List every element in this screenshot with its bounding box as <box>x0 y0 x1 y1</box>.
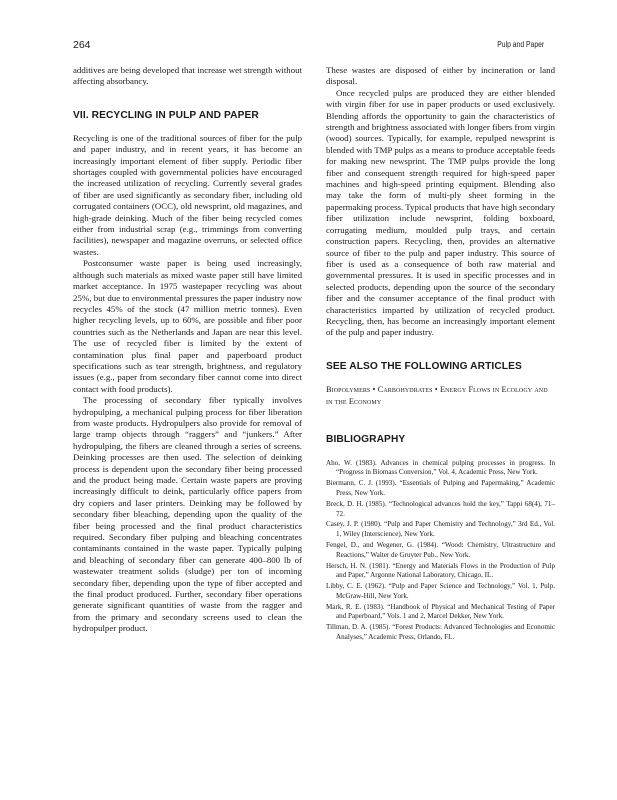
see-also-list <box>326 384 555 408</box>
separator: • <box>370 384 378 394</box>
bibliography-list <box>326 459 555 643</box>
page-number: 264 <box>73 39 91 51</box>
left-column <box>73 65 302 635</box>
see-also-link-energy-flows[interactable]: Energy Flows in Ecology and in the Economy <box>326 384 548 406</box>
bibliography-entry: Mark, R. E. (1983). “Handbook of Physical and Mechanical Testing of Paper and Paperboard,” Vols. 1 and 2, Marcel Dekker, New York. <box>326 602 555 621</box>
page-header <box>73 39 544 55</box>
see-also-link-biopolymers[interactable]: Biopolymers <box>326 384 371 394</box>
bibliography-entry: Biermann, C. J. (1993). “Essentials of Pulping and Papermaking,” Academic Press, New York. <box>326 479 555 497</box>
right-column <box>326 65 555 644</box>
body-paragraph: The processing of secondary fiber typically involves hydropulping, a mechanical pulping process for fiber liberation from waste products. Hydropulpers also provide for removal of large tramp objects through “raggers” and “junkers.” After hydropulping, the fibers are cleaned through a series of screens. Deinking processes are then used. The selection of deinking process is dependent upon the secondary fiber being processed and the product being made. Certain waste papers are proving increasingly difficult to deink, particularly office papers from dry copiers and laser printers. Deinking may be followed by secondary fiber bleaching, depending upon the quality of the fiber being processed and the final product characteristics required. Secondary fiber pulping and bleaching concentrates contaminants contained in the waste paper. Typically pulping and bleaching of secondary fiber can generate 400–800 lb of wastewater treatment solids (sludge) per ton of incoming secondary fiber, depending upon the type of fiber accepted and the final product produced. Further, secondary fiber operations generate significant quantities of waste from the ragger and from the primary and secondary screens used to clean the hydropulper product. <box>73 395 302 634</box>
bibliography-entry: Fengel, D., and Wegener, G. (1984). “Wood: Chemistry, Ultrastructure and Reactions,” Walter de Gruyter Pub., New York. <box>326 541 555 559</box>
intro-paragraph: additives are being developed that increase wet strength without affecting absorbancy. <box>73 65 302 87</box>
bibliography-entry: Aho, W. (1983). Advances in chemical pulping processes in progress. In “Progress in Biomass Conversion,” Vol. 4, Academic Press, New York. <box>326 458 555 477</box>
body-paragraph: Once recycled pulps are produced they are either blended with virgin fiber for use in paper products or used exclusively. Blending affords the opportunity to gain the characteristics of strength and brightness associated with longer fibers from virgin (wood) sources. Typically, for example, repulped newsprint is blended with TMP pulps as a means to produce acceptable feeds for making new newsprint. The TMP pulps provide the long fiber and consequent strength required for high-speed paper machines and high-speed printing equipment. Blending also may take the form of multi-ply sheet forming in the papermaking process. Typical products that have high secondary fiber utilization include newsprint, folding boxboard, corrugating medium, moulded pulp trays, and certain construction papers. Recycling, then, provides an alternative source of fiber to the pulp and paper industry. This source of fiber is used as a consequence of both raw material and governmental pressures. It is used in specific processes and in selected products, depending upon the source of the secondary fiber and the consumer acceptance of the final product with characteristics imparted by utilization of recycled product. Recycling, then, has become an increasingly important element of the pulp and paper industry. <box>326 87 555 338</box>
bibliography-entry: Tillman, D. A. (1985). “Forest Products: Advanced Technologies and Economic Analyses,” Academic Press, Orlando, FL. <box>326 623 555 641</box>
body-paragraph: Recycling is one of the traditional sources of fiber for the pulp and paper industry, and in recent years, it has become an increasingly important element of fiber supply. Periodic fiber shortages coupled with governmental policies have encouraged the increased utilization of recycling. Currently several grades of fiber are used significantly as secondary fiber, including old corrugated containers (OCC), old newsprint, old magazines, and high-grade deinking. Much of the fiber being recycled comes either from industrial scrap (e.g., trimmings from converting facilities), newspaper and magazine overruns, or selected office wastes. <box>73 132 302 257</box>
body-paragraph: These wastes are disposed of either by incineration or land disposal. <box>326 65 555 87</box>
separator: • <box>432 384 440 394</box>
bibliography-entry: Breck, D. H. (1985). “Technological advances hold the key,” Tappi 68(4), 71–72. <box>326 499 555 518</box>
see-also-link-carbohydrates[interactable]: Carbohydrates <box>377 384 433 394</box>
section-heading-recycling: VII. RECYCLING IN PULP AND PAPER <box>73 109 259 121</box>
bibliography-entry: Hersch, H. N. (1981). “Energy and Materials Flows in the Production of Pulp and Paper,” Argonne National Laboratory, Chicago, IL. <box>326 561 555 580</box>
bibliography-heading: BIBLIOGRAPHY <box>326 433 406 445</box>
see-also-heading: SEE ALSO THE FOLLOWING ARTICLES <box>326 360 522 372</box>
bibliography-entry: Casey, J. P. (1980). “Pulp and Paper Chemistry and Technology,” 3rd Ed., Vol. 1, Wiley (Interscience), New York. <box>326 520 555 539</box>
body-paragraph: Postconsumer waste paper is being used increasingly, although such materials as mixed waste paper still have limited market acceptance. In 1975 wastepaper recycling was about 25%, but due to environmental pressures the paper industry now recycles 45% of the stock (47 million metric tonnes). Even higher recycling levels, up to 60%, are possible and fiber poor countries such as the Netherlands and Japan are near this level. The use of recycled fiber is limited by the extent of contamination plus final paper and paperboard product specifications such as tear strength, brightness, and regulatory issues (e.g., paper from secondary fiber cannot come into direct contact with food products). <box>73 258 302 394</box>
bibliography-entry: Libby, C. E. (1962). “Pulp and Paper Science and Technology,” Vol. 1, Pulp. McGraw-Hill, New York. <box>326 582 555 600</box>
running-title: Pulp and Paper <box>497 40 544 49</box>
